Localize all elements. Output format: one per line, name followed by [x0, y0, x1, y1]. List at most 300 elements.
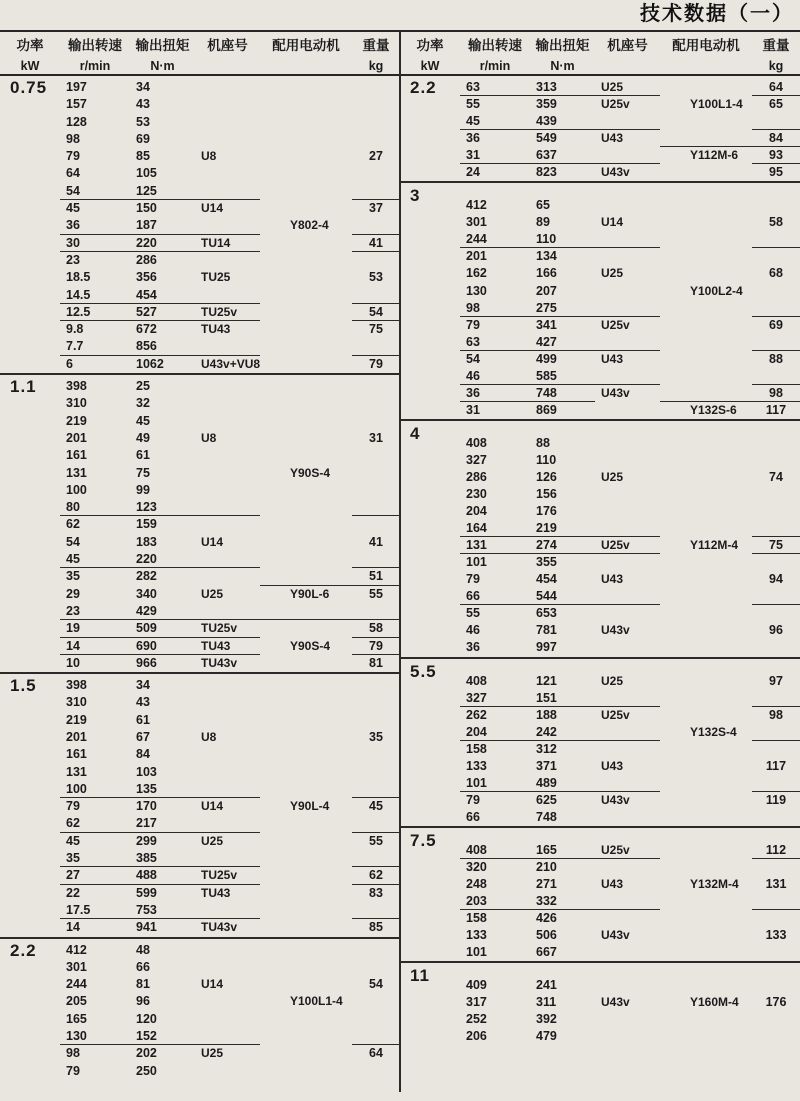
power-spacer	[0, 96, 60, 113]
table-row	[400, 248, 800, 265]
motor-cell: Y100L1-4	[690, 97, 743, 112]
motor-cell	[290, 1063, 352, 1080]
gap-cell	[660, 775, 690, 792]
gap-cell	[660, 96, 690, 113]
torque-cell: 219	[530, 520, 595, 537]
speed-cell: 412	[66, 942, 87, 957]
gap-cell	[260, 746, 290, 763]
torque-cell: 274	[530, 537, 595, 554]
motor-cell	[690, 469, 752, 486]
motor-cell	[690, 300, 752, 317]
table-row	[0, 217, 400, 234]
frame-cell: U25	[201, 1046, 224, 1061]
weight-cell	[752, 605, 800, 622]
table-row	[400, 385, 800, 402]
frame-cell: TU43	[195, 638, 260, 655]
torque-cell: 489	[530, 775, 595, 792]
speed-cell: 133	[466, 928, 487, 943]
weight-cell: 51	[352, 568, 400, 585]
gap-cell	[660, 639, 690, 656]
gap-cell	[660, 147, 690, 164]
speed-header-label: 输出转速	[68, 38, 122, 53]
weight-cell: 133	[765, 928, 787, 943]
table-row	[0, 677, 400, 694]
speed-cell: 45	[66, 201, 80, 216]
torque-cell: 125	[130, 183, 195, 200]
power-spacer	[0, 959, 60, 976]
speed-cell: 55	[466, 606, 480, 621]
motor-cell	[290, 603, 352, 620]
gap-cell	[660, 214, 690, 231]
gap-cell	[660, 452, 690, 469]
torque-cell: 48	[136, 942, 150, 957]
speed-cell: 55	[466, 97, 480, 112]
gap-cell	[260, 694, 290, 711]
motor-cell	[690, 809, 752, 826]
gap-cell	[260, 269, 290, 286]
table-header-right	[400, 32, 800, 74]
table-row	[400, 435, 800, 452]
frame-cell	[595, 300, 660, 317]
frame-cell	[595, 248, 660, 265]
weight-cell: 96	[769, 623, 783, 638]
power-spacer	[0, 235, 60, 252]
speed-cell: 131	[66, 764, 87, 779]
speed-cell: 62	[66, 517, 80, 532]
table-row	[400, 588, 800, 605]
power-spacer	[400, 435, 460, 452]
speed-cell: 79	[466, 572, 480, 587]
torque-cell: 65	[536, 198, 550, 213]
power-spacer	[0, 902, 60, 919]
frame-cell: U43	[601, 351, 624, 366]
speed-cell: 79	[466, 792, 480, 807]
gap-cell	[260, 217, 290, 234]
frame-cell	[195, 942, 260, 959]
weight-cell	[352, 516, 400, 533]
weight-cell: 64	[369, 1046, 383, 1061]
power-spacer	[400, 741, 460, 758]
table-row	[400, 758, 800, 775]
power-spacer	[400, 639, 460, 656]
table-header-left	[0, 32, 400, 74]
gap-cell	[260, 919, 290, 936]
table-row	[0, 603, 400, 620]
motor-cell	[690, 571, 752, 588]
speed-cell: 201	[466, 249, 487, 264]
frame-cell	[595, 368, 660, 385]
power-spacer	[400, 554, 460, 571]
gap-cell	[260, 976, 290, 993]
table-row	[400, 893, 800, 910]
motor-cell	[690, 792, 752, 809]
frame-cell	[195, 902, 260, 919]
power-spacer	[0, 764, 60, 781]
table-row	[0, 465, 400, 482]
frame-cell	[195, 378, 260, 395]
frame-cell	[595, 283, 660, 300]
motor-cell	[290, 79, 352, 96]
motor-cell	[690, 452, 752, 469]
speed-cell: 219	[66, 413, 87, 428]
power-spacer	[400, 520, 460, 537]
weight-cell: 69	[769, 317, 783, 332]
frame-cell	[195, 677, 260, 694]
torque-cell: 120	[136, 1011, 157, 1026]
weight-cell	[352, 96, 400, 113]
speed-cell: 130	[466, 283, 487, 298]
speed-cell: 79	[466, 317, 480, 332]
gap-cell	[660, 724, 690, 741]
table-row	[0, 395, 400, 412]
gap-cell	[260, 620, 290, 637]
table-row	[400, 503, 800, 520]
power-spacer	[0, 200, 60, 217]
weight-cell: 88	[769, 351, 783, 366]
table-row	[0, 694, 400, 711]
torque-cell: 356	[136, 270, 157, 285]
power-spacer	[400, 486, 460, 503]
torque-cell: 488	[130, 867, 195, 884]
table-row	[0, 148, 400, 165]
frame-cell: TU43v	[201, 655, 238, 670]
power-spacer	[0, 252, 60, 269]
power-spacer	[400, 402, 460, 419]
weight-cell	[352, 694, 400, 711]
gap-cell	[660, 622, 690, 639]
torque-cell: 242	[530, 724, 595, 741]
power-spacer	[400, 147, 460, 164]
weight-cell	[352, 959, 400, 976]
power-spacer	[0, 430, 60, 447]
motor-cell	[690, 910, 752, 927]
table-row	[0, 96, 400, 113]
frame-cell: TU43	[201, 885, 231, 900]
torque-cell: 202	[136, 1046, 157, 1061]
torque-cell: 966	[136, 655, 157, 670]
gap-cell	[260, 850, 290, 867]
speed-cell: 158	[466, 741, 487, 756]
table-row	[400, 368, 800, 385]
speed-cell: 14	[60, 638, 130, 655]
frame-cell	[595, 859, 660, 876]
table-row	[400, 214, 800, 231]
table-row	[0, 516, 400, 533]
motor-cell	[690, 520, 752, 537]
weight-cell	[752, 554, 800, 571]
speed-cell: 165	[66, 1011, 87, 1026]
frame-cell	[195, 568, 260, 585]
weight-cell: 84	[752, 130, 800, 147]
torque-cell: 544	[530, 588, 595, 605]
motor-cell	[290, 395, 352, 412]
gap-cell	[260, 413, 290, 430]
torque-cell: 135	[130, 781, 195, 798]
table-row	[400, 317, 800, 334]
weight-cell	[752, 283, 800, 300]
weight-header-unit: kg	[768, 59, 784, 73]
power-group	[0, 373, 400, 672]
speed-cell: 320	[466, 859, 487, 874]
power-spacer	[0, 269, 60, 286]
weight-header-unit: kg	[368, 59, 384, 73]
torque-cell: 66	[136, 959, 150, 974]
motor-cell	[690, 741, 752, 758]
speed-cell: 54	[60, 183, 130, 200]
motor-cell	[290, 729, 352, 746]
table-row	[0, 447, 400, 464]
table-row	[0, 499, 400, 516]
gap-cell	[660, 351, 690, 368]
torque-cell: 454	[536, 572, 557, 587]
frame-cell: U43v	[601, 928, 630, 943]
gap-cell	[260, 568, 290, 585]
power-spacer	[0, 183, 60, 200]
power-spacer	[0, 993, 60, 1010]
speed-cell: 262	[466, 707, 487, 722]
frame-cell: U8	[201, 149, 217, 164]
frame-cell	[195, 482, 260, 499]
motor-cell	[290, 850, 352, 867]
table-row	[400, 283, 800, 300]
speed-cell: 286	[466, 469, 487, 484]
speed-cell: 206	[466, 1029, 487, 1044]
frame-cell	[595, 977, 660, 994]
frame-cell: TU14	[195, 235, 260, 252]
frame-cell: U25	[601, 673, 624, 688]
gap-cell	[260, 482, 290, 499]
motor-cell: Y100L2-4	[690, 283, 743, 298]
speed-cell: 62	[60, 815, 130, 832]
motor-cell	[290, 269, 352, 286]
gap-cell	[260, 235, 290, 252]
table-row	[0, 356, 400, 373]
motor-cell	[690, 486, 752, 503]
motor-cell	[690, 351, 752, 368]
motor-cell: Y90L-4	[290, 799, 330, 814]
table-row	[400, 231, 800, 248]
motor-cell	[290, 833, 352, 850]
motor-cell	[690, 842, 752, 859]
speed-cell: 100	[60, 781, 130, 798]
speed-cell: 204	[466, 504, 487, 519]
speed-cell: 45	[66, 833, 80, 848]
table-row	[400, 452, 800, 469]
frame-cell	[195, 1063, 260, 1080]
weight-cell: 85	[369, 920, 383, 935]
speed-cell: 248	[466, 877, 487, 892]
gap-cell	[260, 729, 290, 746]
speed-cell: 80	[60, 499, 130, 516]
motor-cell	[290, 815, 352, 832]
speed-header-label: 输出转速	[468, 38, 522, 53]
speed-cell: 7.7	[60, 338, 130, 355]
torque-cell: 151	[530, 690, 595, 707]
weight-cell	[752, 520, 800, 537]
power-group	[400, 657, 800, 826]
frame-cell	[195, 694, 260, 711]
power-spacer	[0, 833, 60, 850]
weight-cell	[352, 413, 400, 430]
table-row	[0, 655, 400, 672]
gap-cell	[660, 876, 690, 893]
speed-cell: 100	[66, 482, 87, 497]
frame-cell: U25	[595, 79, 660, 96]
power-value: 2.2	[10, 940, 37, 960]
power-spacer	[400, 605, 460, 622]
power-spacer	[0, 131, 60, 148]
torque-cell: 506	[536, 928, 557, 943]
power-spacer	[0, 746, 60, 763]
gap-cell	[660, 741, 690, 758]
frame-cell: U43v	[601, 623, 630, 638]
frame-cell	[195, 815, 260, 832]
power-group	[400, 76, 800, 181]
gap-cell	[660, 842, 690, 859]
weight-cell	[752, 248, 800, 265]
speed-cell: 36	[466, 131, 480, 146]
table-row	[0, 746, 400, 763]
weight-cell	[752, 910, 800, 927]
motor-cell	[690, 893, 752, 910]
gap-cell	[660, 503, 690, 520]
weight-cell: 79	[369, 356, 383, 371]
frame-cell: U43	[601, 877, 624, 892]
speed-cell: 205	[66, 994, 87, 1009]
speed-cell: 17.5	[60, 902, 130, 919]
gap-cell	[260, 712, 290, 729]
gap-cell	[660, 1011, 690, 1028]
weight-cell: 68	[769, 266, 783, 281]
torque-cell: 667	[536, 945, 557, 960]
gap-cell	[660, 758, 690, 775]
motor-cell	[290, 321, 352, 338]
frame-cell: U43v	[601, 792, 630, 807]
motor-cell: Y112M-4	[690, 538, 739, 553]
power-spacer	[400, 792, 460, 809]
gap-cell	[260, 1028, 290, 1045]
speed-cell: 54	[466, 351, 480, 366]
motor-cell	[290, 96, 352, 113]
motor-cell: Y802-4	[290, 218, 329, 233]
power-value: 7.5	[410, 830, 437, 850]
table-row	[400, 690, 800, 707]
frame-cell	[195, 395, 260, 412]
frame-cell: U14	[601, 215, 624, 230]
gap-cell	[260, 287, 290, 304]
torque-cell: 313	[530, 79, 595, 96]
frame-cell: U25v	[595, 842, 660, 859]
speed-cell: 201	[66, 430, 87, 445]
gap-cell	[260, 321, 290, 338]
speed-cell: 327	[466, 452, 487, 467]
motor-cell	[290, 165, 352, 182]
speed-cell: 219	[66, 712, 87, 727]
table-row	[400, 469, 800, 486]
power-spacer	[400, 893, 460, 910]
speed-cell: 31	[460, 147, 530, 164]
frame-cell	[195, 1011, 260, 1028]
table-row	[0, 942, 400, 959]
gap-cell	[260, 131, 290, 148]
torque-header-label: 输出扭矩	[535, 38, 590, 53]
gap-cell	[660, 893, 690, 910]
power-spacer	[0, 586, 60, 603]
motor-column-header	[260, 34, 352, 73]
power-spacer	[400, 622, 460, 639]
power-value: 0.75	[10, 78, 48, 97]
motor-cell	[690, 1011, 752, 1028]
speed-cell: 317	[466, 995, 487, 1010]
table-row	[400, 537, 800, 554]
speed-cell: 133	[466, 758, 487, 773]
motor-cell	[690, 130, 752, 147]
motor-cell: Y112M-6	[690, 148, 739, 163]
table-row	[0, 1045, 400, 1062]
frame-cell: U43v	[601, 995, 630, 1010]
weight-cell	[752, 113, 800, 130]
frame-cell	[195, 781, 260, 798]
motor-cell	[690, 435, 752, 452]
motor-cell	[290, 902, 352, 919]
weight-cell	[352, 114, 400, 131]
speed-cell: 164	[460, 520, 530, 537]
torque-cell: 75	[136, 465, 150, 480]
table-row	[400, 402, 800, 419]
table-row	[0, 976, 400, 993]
power-header-unit: kW	[20, 59, 40, 73]
power-spacer	[400, 994, 460, 1011]
torque-cell: 134	[536, 249, 557, 264]
torque-column-header	[130, 34, 195, 73]
speed-cell: 101	[466, 945, 487, 960]
weight-cell	[352, 131, 400, 148]
speed-cell: 45	[460, 113, 530, 130]
frame-cell	[595, 503, 660, 520]
weight-cell: 131	[765, 877, 787, 892]
gap-cell	[260, 395, 290, 412]
gap-cell	[260, 942, 290, 959]
motor-cell	[690, 503, 752, 520]
frame-cell: U43v	[601, 385, 630, 400]
power-spacer	[400, 368, 460, 385]
speed-cell: 24	[466, 165, 480, 180]
speed-cell: 252	[466, 1012, 487, 1027]
motor-cell	[290, 919, 352, 936]
torque-cell: 427	[530, 334, 595, 351]
motor-cell	[690, 673, 752, 690]
torque-cell: 672	[136, 322, 157, 337]
motor-cell	[290, 114, 352, 131]
table-row	[400, 334, 800, 351]
speed-cell: 23	[66, 252, 80, 267]
frame-cell	[595, 910, 660, 927]
table-row	[0, 919, 400, 936]
gap-cell	[260, 677, 290, 694]
torque-cell: 61	[136, 448, 150, 463]
weight-cell	[352, 850, 400, 867]
speed-cell: 98	[460, 300, 530, 317]
table-row	[0, 430, 400, 447]
power-spacer	[0, 304, 60, 321]
motor-cell	[690, 605, 752, 622]
power-spacer	[0, 356, 60, 373]
weight-cell: 55	[369, 833, 383, 848]
gap-cell	[260, 551, 290, 568]
table-row	[400, 300, 800, 317]
table-row	[0, 165, 400, 182]
speed-cell: 66	[466, 809, 480, 824]
